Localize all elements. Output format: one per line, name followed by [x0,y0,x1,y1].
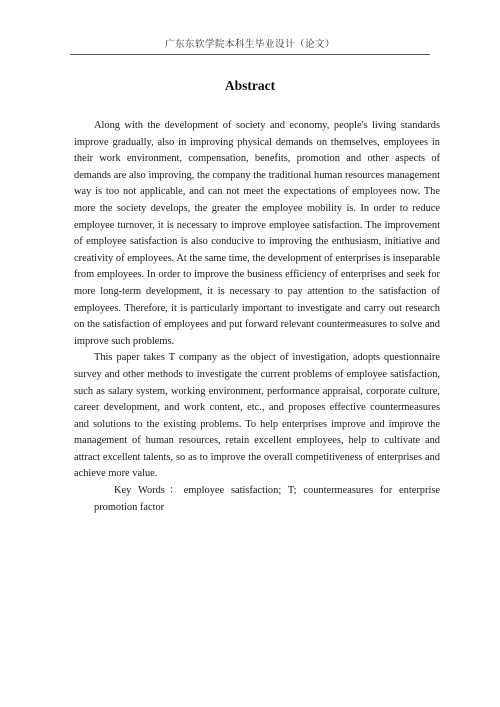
keywords-line [74,483,440,516]
running-header: 广东东软学院本科生毕业设计（论文） [70,36,430,55]
keywords-text: employee satisfaction; T; countermeasures for enterprise promotion factor [94,485,440,513]
keywords-label: Key Words： [114,485,184,497]
abstract-title: Abstract [224,78,276,93]
abstract-paragraph-2: This paper takes T company as the object of investigation, adopts questionnaire survey and other methods to investigate the current problems of employee satisfaction, such as salary system, working environment, performance appraisal, corporate culture, career development, and work content, etc., and proposes effective countermeasures and solutions to the existing problems. To help enterprises improve and improve the management of human resources, retain excellent employees, help to cultivate and attract excellent talents, so as to improve the overall competitiveness of enterprises and achieve more value. [74,352,440,480]
abstract-paragraph-1: Along with the development of society and economy, people's living standards improve gradually, also in improving physical demands on themselves, employees in their work environment, compensation, benefits, promotion and other aspects of demands are also improving, the company the traditional human resources management way is too not applicable, and can not meet the expectations of employees now. The more the society develops, the greater the employee mobility is. In order to reduce employee turnover, it is necessary to improve employee satisfaction. The improvement of employee satisfaction is also conducive to improving the enthusiasm, initiative and creativity of employees. At the same time, the development of enterprises is inseparable from employees. In order to improve the business efficiency of enterprises and seek for more long-term development, it is necessary to pay attention to the satisfaction of employees. Therefore, it is particularly important to investigate and carry out research on the satisfaction of employees and put forward relevant countermeasures to solve and improve such problems. [74,120,440,347]
abstract-body [74,118,440,516]
